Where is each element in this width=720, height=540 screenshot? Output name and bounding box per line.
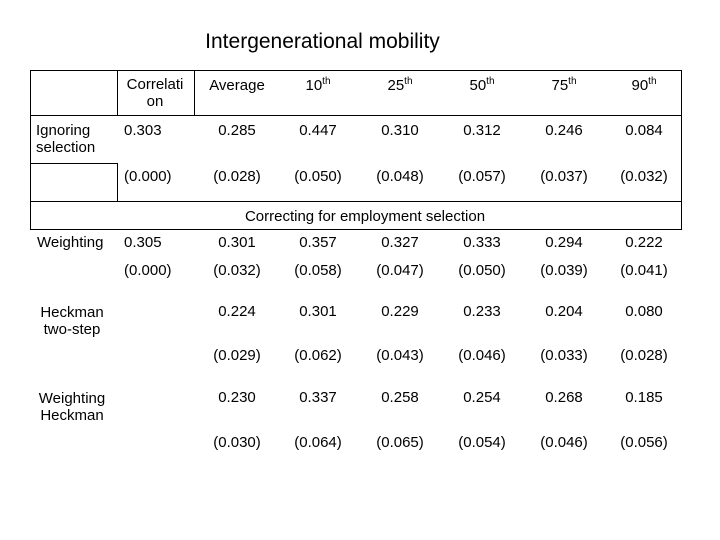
cell-coef: 0.185 (625, 389, 663, 406)
cell-coef: 0.268 (545, 389, 583, 406)
header-p90: 90th (631, 76, 657, 94)
cell-se: (0.046) (458, 347, 506, 364)
header-p50: 50th (469, 76, 495, 94)
header-divider (194, 70, 195, 115)
cell-se: (0.028) (213, 168, 261, 185)
header-rule (30, 115, 682, 116)
header-p10: 10th (305, 76, 331, 94)
row-label-ignoring: Ignoring selection (36, 122, 96, 156)
cell-se: (0.032) (213, 262, 261, 279)
cell-se: (0.065) (376, 434, 424, 451)
cell-coef: 0.301 (218, 234, 256, 251)
cell-se: (0.050) (458, 262, 506, 279)
cell-coef: 0.254 (463, 389, 501, 406)
cell-se: (0.000) (124, 262, 172, 279)
cell-se: (0.000) (124, 168, 172, 185)
cell-coef: 0.333 (463, 234, 501, 251)
row-label-heckman: Heckman two-step (40, 304, 104, 338)
row-rule (30, 163, 118, 164)
table-title: Intergenerational mobility (205, 30, 440, 53)
cell-coef: 0.229 (381, 303, 419, 320)
cell-se: (0.046) (540, 434, 588, 451)
cell-coef: 0.312 (463, 122, 501, 139)
cell-se: (0.058) (294, 262, 342, 279)
cell-coef: 0.447 (299, 122, 337, 139)
row-label-weighting: Weighting (37, 234, 104, 251)
cell-se: (0.037) (540, 168, 588, 185)
cell-coef: 0.310 (381, 122, 419, 139)
row-rule (30, 201, 682, 202)
header-p25: 25th (387, 76, 413, 94)
cell-coef: 0.258 (381, 389, 419, 406)
cell-coef: 0.230 (218, 389, 256, 406)
cell-se: (0.062) (294, 347, 342, 364)
cell-coef: 0.222 (625, 234, 663, 251)
cell-se: (0.030) (213, 434, 261, 451)
cell-coef: 0.080 (625, 303, 663, 320)
cell-se: (0.064) (294, 434, 342, 451)
cell-coef: 0.327 (381, 234, 419, 251)
row-divider (117, 163, 118, 201)
cell-coef: 0.337 (299, 389, 337, 406)
header-divider (117, 70, 118, 115)
row-label-weighting-heckman: Weighting Heckman (38, 390, 106, 424)
cell-se: (0.029) (213, 347, 261, 364)
header-average: Average (209, 77, 265, 94)
cell-se: (0.033) (540, 347, 588, 364)
section-heading: Correcting for employment selection (244, 208, 486, 225)
cell-coef: 0.233 (463, 303, 501, 320)
cell-coef: 0.084 (625, 122, 663, 139)
cell-se: (0.039) (540, 262, 588, 279)
cell-coef: 0.246 (545, 122, 583, 139)
cell-se: (0.056) (620, 434, 668, 451)
cell-se: (0.050) (294, 168, 342, 185)
cell-coef: 0.294 (545, 234, 583, 251)
cell-se: (0.047) (376, 262, 424, 279)
cell-coef: 0.301 (299, 303, 337, 320)
cell-se: (0.043) (376, 347, 424, 364)
cell-se: (0.057) (458, 168, 506, 185)
cell-coef: 0.357 (299, 234, 337, 251)
cell-coef: 0.303 (124, 122, 162, 139)
cell-coef: 0.285 (218, 122, 256, 139)
cell-se: (0.048) (376, 168, 424, 185)
cell-se: (0.041) (620, 262, 668, 279)
cell-coef: 0.224 (218, 303, 256, 320)
cell-coef: 0.305 (124, 234, 162, 251)
cell-se: (0.028) (620, 347, 668, 364)
cell-se: (0.054) (458, 434, 506, 451)
header-correlation: Correlati on (126, 76, 184, 110)
cell-coef: 0.204 (545, 303, 583, 320)
header-p75: 75th (551, 76, 577, 94)
cell-se: (0.032) (620, 168, 668, 185)
